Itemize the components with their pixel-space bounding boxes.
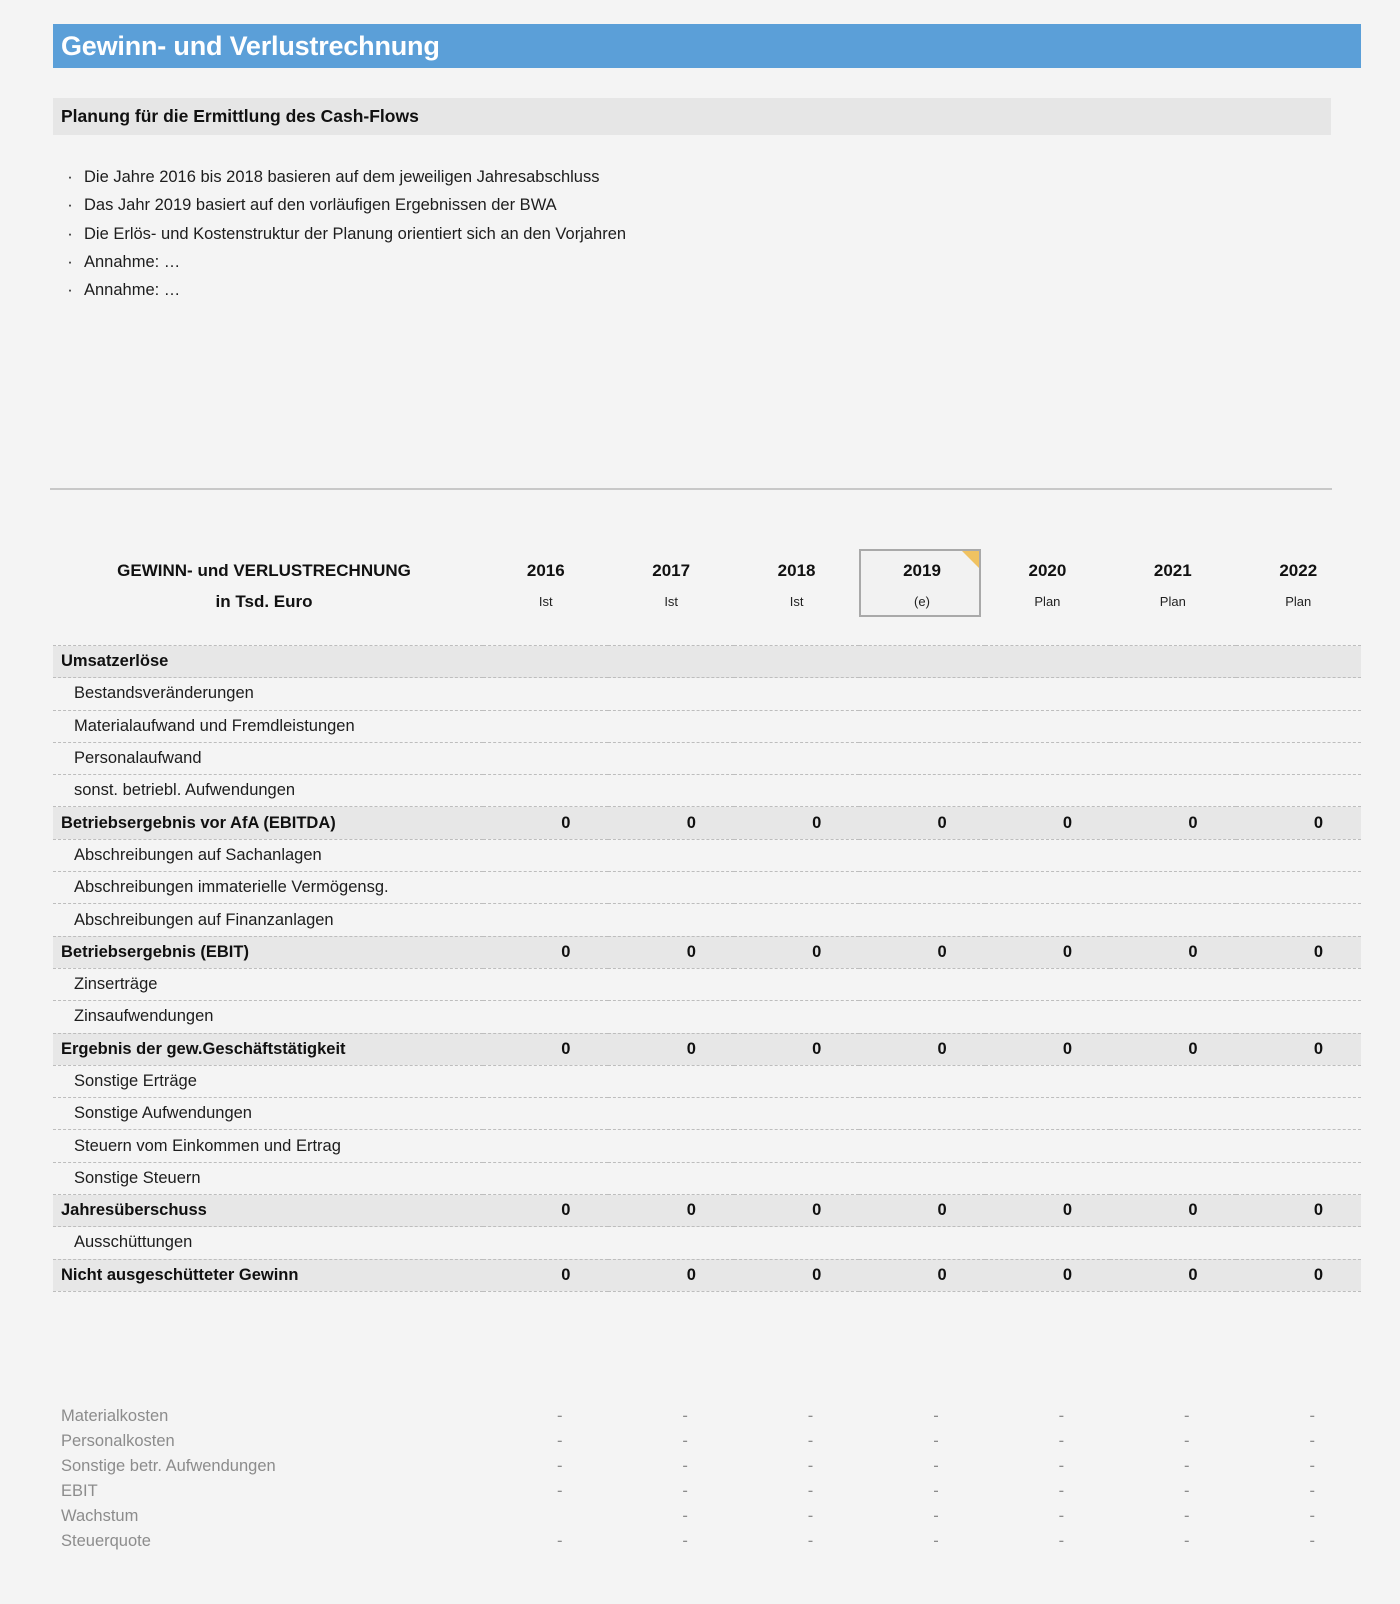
table-cell-2020[interactable] [985, 710, 1110, 742]
table-cell-2019[interactable] [859, 1001, 984, 1033]
table-row[interactable] [53, 872, 1361, 904]
kpi-row-label: EBIT [61, 1482, 98, 1500]
table-cell-2016[interactable] [483, 1227, 608, 1259]
kpi-row [53, 1479, 1361, 1504]
kpi-cell-2017: - [682, 1432, 688, 1450]
table-cell-2016[interactable]: 0 [483, 1195, 608, 1227]
table-cell-2018[interactable] [734, 1001, 859, 1033]
table-row[interactable] [53, 1065, 1361, 1097]
list-item-label: Die Jahre 2016 bis 2018 basieren auf dem jeweiligen Jahresabschluss [84, 168, 600, 186]
table-cell-2019[interactable]: 0 [859, 1195, 984, 1227]
kpi-row-label: Sonstige betr. Aufwendungen [61, 1457, 276, 1475]
table-cell-2020[interactable] [985, 1098, 1110, 1130]
table-row[interactable] [53, 1195, 1361, 1227]
table-cell-2018[interactable]: 0 [734, 1195, 859, 1227]
table-row[interactable] [53, 710, 1361, 742]
document-subtitle-bar [53, 98, 1331, 135]
table-cell-2016[interactable]: 0 [483, 1259, 608, 1291]
column-header-kind-2018[interactable]: Ist [789, 594, 804, 609]
row-label: Ausschüttungen [53, 1227, 483, 1259]
kpi-cell-2019: - [933, 1482, 939, 1500]
kpi-cell-2022: - [1309, 1432, 1315, 1450]
table-cell-2022[interactable] [1236, 678, 1361, 710]
table-cell-2017[interactable] [608, 678, 733, 710]
table-cell-2022[interactable] [1236, 710, 1361, 742]
row-label: Betriebsergebnis (EBIT) [53, 936, 483, 968]
kpi-cell-2018: - [807, 1432, 814, 1450]
kpi-cell-2022: - [1309, 1532, 1315, 1550]
row-label: Abschreibungen immaterielle Vermögensg. [53, 872, 483, 904]
table-cell-2019[interactable] [859, 678, 984, 710]
table-cell-2021[interactable] [1110, 872, 1235, 904]
table-cell-2019[interactable] [859, 742, 984, 774]
kpi-cell-2020: - [1058, 1482, 1065, 1500]
table-row[interactable] [53, 1001, 1361, 1033]
table-row[interactable] [53, 1227, 1361, 1259]
kpi-cell-2017: - [682, 1507, 688, 1525]
table-cell-2020[interactable] [985, 1162, 1110, 1194]
table-cell-2020[interactable]: 0 [985, 936, 1110, 968]
table-cell-2019[interactable] [859, 839, 984, 871]
column-header-year-2016[interactable]: 2016 [526, 561, 565, 580]
row-label: Jahresüberschuss [53, 1195, 483, 1227]
table-row[interactable] [53, 678, 1361, 710]
kpi-row-label: Steuerquote [61, 1532, 151, 1550]
row-label: Personalaufwand [53, 742, 483, 774]
kpi-cell-2021: - [1184, 1482, 1190, 1500]
table-cell-2017[interactable] [608, 1001, 733, 1033]
table-cell-2017[interactable] [608, 1130, 733, 1162]
table-cell-2016[interactable] [483, 710, 608, 742]
column-header-kind-2020[interactable]: Plan [1034, 594, 1061, 609]
section-divider [50, 488, 1332, 490]
table-cell-2022[interactable] [1236, 1227, 1361, 1259]
table-cell-2019[interactable]: 0 [859, 807, 984, 839]
kpi-row [53, 1404, 1361, 1429]
table-cell-2016[interactable]: 0 [483, 936, 608, 968]
kpi-cell-2018: - [807, 1407, 814, 1425]
column-header-year-2022[interactable]: 2022 [1279, 561, 1318, 580]
kpi-row [53, 1504, 1361, 1529]
table-cell-2021[interactable] [1110, 904, 1235, 936]
table-cell-2018[interactable] [734, 1227, 859, 1259]
table-cell-2017[interactable]: 0 [608, 1195, 733, 1227]
table-cell-2018[interactable] [734, 968, 859, 1000]
kpi-cell-2021: - [1184, 1532, 1190, 1550]
kpi-table-body [53, 1404, 1361, 1554]
table-cell-2020[interactable] [985, 678, 1110, 710]
table-cell-2020[interactable] [985, 1065, 1110, 1097]
table-cell-2019[interactable] [859, 1162, 984, 1194]
table-cell-2022[interactable]: 0 [1236, 936, 1361, 968]
table-cell-2021[interactable] [1110, 1065, 1235, 1097]
table-cell-2017[interactable] [608, 872, 733, 904]
kpi-cell-2022: - [1309, 1407, 1315, 1425]
table-cell-2021[interactable]: 0 [1110, 807, 1235, 839]
kpi-cell-2020: - [1058, 1407, 1065, 1425]
kpi-cell-2018: - [807, 1532, 814, 1550]
table-cell-2020[interactable]: 0 [985, 1259, 1110, 1291]
table-cell-2021[interactable] [1110, 968, 1235, 1000]
table-cell-2017[interactable] [608, 968, 733, 1000]
row-label: Umsatzerlöse [53, 646, 483, 678]
bullet-icon: · [67, 224, 73, 243]
table-cell-2021[interactable]: 0 [1110, 1195, 1235, 1227]
kpi-table [53, 1404, 1361, 1554]
kpi-row-label: Materialkosten [61, 1407, 169, 1425]
table-cell-2018[interactable] [734, 775, 859, 807]
table-cell-2016[interactable] [483, 872, 608, 904]
kpi-row [53, 1454, 1361, 1479]
profit-loss-table [53, 556, 1361, 1292]
table-row[interactable] [53, 904, 1361, 936]
table-cell-2021[interactable] [1110, 1227, 1235, 1259]
table-cell-2020[interactable]: 0 [985, 807, 1110, 839]
table-cell-2016[interactable] [483, 839, 608, 871]
kpi-cell-2016: - [556, 1532, 563, 1550]
row-label: Bestandsveränderungen [53, 678, 483, 710]
table-cell-2018[interactable] [734, 742, 859, 774]
column-header-kind-2017[interactable]: Ist [664, 594, 679, 609]
kpi-cell-2021: - [1184, 1457, 1190, 1475]
kpi-cell-2022: - [1309, 1507, 1315, 1525]
table-cell-2022[interactable]: 0 [1236, 807, 1361, 839]
table-cell-2016[interactable] [483, 1130, 608, 1162]
kpi-cell-2021: - [1184, 1507, 1190, 1525]
list-item [56, 196, 1056, 224]
table-cell-2022[interactable]: 0 [1236, 1195, 1361, 1227]
table-cell-2017[interactable] [608, 1162, 733, 1194]
table-cell-2018[interactable] [734, 710, 859, 742]
table-cell-2016[interactable] [483, 742, 608, 774]
column-header-kind-2016[interactable]: Ist [538, 594, 553, 609]
table-cell-2020[interactable] [985, 968, 1110, 1000]
column-header-kind-2021[interactable]: Plan [1159, 594, 1186, 609]
table-cell-2017[interactable] [608, 1065, 733, 1097]
list-item-label: Annahme: … [84, 252, 181, 271]
kpi-cell-2019: - [933, 1532, 939, 1550]
table-cell-2022[interactable] [1236, 872, 1361, 904]
row-label: Ergebnis der gew.Geschäftstätigkeit [53, 1033, 483, 1065]
table-cell-2019[interactable] [859, 646, 984, 678]
table-cell-2017[interactable]: 0 [608, 807, 733, 839]
table-cell-2019[interactable] [859, 775, 984, 807]
table-cell-2019[interactable]: 0 [859, 1259, 984, 1291]
bullet-icon: · [67, 252, 73, 271]
column-header-year-2021[interactable]: 2021 [1153, 561, 1192, 580]
table-row[interactable] [53, 742, 1361, 774]
table-cell-2017[interactable]: 0 [608, 1259, 733, 1291]
row-label: Abschreibungen auf Sachanlagen [53, 839, 483, 871]
column-header-year-2017[interactable]: 2017 [652, 561, 691, 580]
table-cell-2020[interactable] [985, 872, 1110, 904]
table-cell-2018[interactable] [734, 1098, 859, 1130]
table-cell-2021[interactable] [1110, 1162, 1235, 1194]
table-cell-2022[interactable]: 0 [1236, 1033, 1361, 1065]
table-spacer-cell [53, 617, 1361, 646]
column-header-year-label: 2019 [903, 561, 941, 580]
page-title: Gewinn- und Verlustrechnung [61, 30, 440, 61]
table-cell-2017[interactable] [608, 1227, 733, 1259]
kpi-cell-2019: - [933, 1457, 939, 1475]
kpi-cell-2020: - [1058, 1507, 1065, 1525]
table-cell-2017[interactable]: 0 [608, 936, 733, 968]
list-item [56, 168, 1056, 196]
table-cell-2021[interactable] [1110, 775, 1235, 807]
list-item-label: Die Erlös- und Kostenstruktur der Planung orientiert sich an den Vorjahren [84, 224, 627, 243]
table-cell-2021[interactable] [1110, 678, 1235, 710]
table-cell-2016[interactable]: 0 [483, 807, 608, 839]
table-cell-2022[interactable] [1236, 742, 1361, 774]
kpi-cell-2016: - [556, 1407, 563, 1425]
table-row[interactable] [53, 1162, 1361, 1194]
table-cell-2019[interactable] [859, 1098, 984, 1130]
table-cell-2018[interactable] [734, 1130, 859, 1162]
row-label: Materialaufwand und Fremdleistungen [53, 710, 483, 742]
table-cell-2017[interactable] [608, 646, 733, 678]
kpi-cell-2018: - [807, 1507, 814, 1525]
bullet-icon: · [67, 281, 73, 300]
list-item-label: Das Jahr 2019 basiert auf den vorläufigen Ergebnissen der BWA [84, 196, 557, 215]
table-cell-2021[interactable] [1110, 839, 1235, 871]
table-cell-2020[interactable] [985, 839, 1110, 871]
page-subtitle: Planung für die Ermittlung des Cash-Flows [61, 106, 419, 126]
table-cell-2019[interactable] [859, 1065, 984, 1097]
table-cell-2019[interactable] [859, 1130, 984, 1162]
column-header-year-2018[interactable]: 2018 [777, 561, 816, 580]
table-cell-2018[interactable] [734, 678, 859, 710]
kpi-cell-2018: - [807, 1457, 814, 1475]
kpi-row [53, 1529, 1361, 1554]
kpi-cell-2019: - [933, 1407, 939, 1425]
list-item [56, 281, 1056, 309]
table-cell-2016[interactable] [483, 968, 608, 1000]
table-cell-2020[interactable] [985, 742, 1110, 774]
table-cell-2018[interactable] [734, 904, 859, 936]
table-cell-2018[interactable]: 0 [734, 1259, 859, 1291]
column-header-year-2019[interactable] [859, 556, 984, 586]
table-cell-2018[interactable] [734, 1162, 859, 1194]
table-cell-2021[interactable] [1110, 646, 1235, 678]
table-cell-2020[interactable] [985, 775, 1110, 807]
table-cell-2016[interactable] [483, 1001, 608, 1033]
table-cell-2016[interactable] [483, 1162, 608, 1194]
table-corner-title-line2: in Tsd. Euro [215, 591, 313, 611]
table-cell-2020[interactable]: 0 [985, 1195, 1110, 1227]
table-cell-2021[interactable] [1110, 1098, 1235, 1130]
table-cell-2022[interactable] [1236, 904, 1361, 936]
table-corner-title-line1: GEWINN- und VERLUSTRECHNUNG [117, 561, 411, 580]
table-cell-2018[interactable] [734, 646, 859, 678]
kpi-cell-2021: - [1184, 1407, 1190, 1425]
kpi-row [53, 1429, 1361, 1454]
kpi-row-label: Wachstum [61, 1507, 139, 1525]
table-cell-2021[interactable] [1110, 1001, 1235, 1033]
table-cell-2018[interactable] [734, 1065, 859, 1097]
table-header-row-kinds [53, 586, 1361, 617]
table-row[interactable] [53, 1098, 1361, 1130]
table-cell-2017[interactable]: 0 [608, 1033, 733, 1065]
table-cell-2020[interactable] [985, 646, 1110, 678]
table-cell-2021[interactable] [1110, 742, 1235, 774]
table-cell-2017[interactable] [608, 710, 733, 742]
table-cell-2018[interactable]: 0 [734, 1033, 859, 1065]
table-row[interactable] [53, 646, 1361, 678]
kpi-cell-2016: - [556, 1457, 563, 1475]
table-cell-2022[interactable] [1236, 1001, 1361, 1033]
table-cell-2022[interactable] [1236, 1065, 1361, 1097]
table-row[interactable] [53, 1033, 1361, 1065]
kpi-cell-2016 [483, 1504, 608, 1529]
list-item [56, 253, 1056, 281]
bullet-icon: · [67, 168, 73, 186]
table-row[interactable] [53, 936, 1361, 968]
table-cell-2022[interactable] [1236, 839, 1361, 871]
document-title-bar [53, 24, 1361, 68]
watermark-artifact [38, 1510, 41, 1522]
assumptions-list [56, 168, 1056, 309]
table-cell-2022[interactable] [1236, 775, 1361, 807]
table-cell-2019[interactable] [859, 1227, 984, 1259]
kpi-cell-2017: - [682, 1482, 688, 1500]
table-cell-2018[interactable]: 0 [734, 936, 859, 968]
table-header [53, 556, 1361, 617]
kpi-cell-2018: - [807, 1482, 814, 1500]
table-cell-2016[interactable] [483, 904, 608, 936]
table-cell-2016[interactable] [483, 1065, 608, 1097]
table-cell-2019[interactable] [859, 904, 984, 936]
table-cell-2021[interactable] [1110, 710, 1235, 742]
table-cell-2016[interactable] [483, 1098, 608, 1130]
table-cell-2017[interactable] [608, 742, 733, 774]
row-label: Abschreibungen auf Finanzanlagen [53, 904, 483, 936]
table-cell-2020[interactable] [985, 1130, 1110, 1162]
row-label: Sonstige Aufwendungen [53, 1098, 483, 1130]
comment-corner-icon [962, 551, 979, 568]
table-spacer-row [53, 617, 1361, 646]
row-label: Zinserträge [53, 968, 483, 1000]
kpi-cell-2022: - [1309, 1457, 1315, 1475]
kpi-cell-2020: - [1058, 1532, 1065, 1550]
table-cell-2022[interactable] [1236, 1130, 1361, 1162]
table-cell-2017[interactable] [608, 839, 733, 871]
row-label: Betriebsergebnis vor AfA (EBITDA) [53, 807, 483, 839]
row-label: Nicht ausgeschütteter Gewinn [53, 1259, 483, 1291]
table-cell-2018[interactable] [734, 839, 859, 871]
table-cell-2022[interactable] [1236, 1098, 1361, 1130]
table-cell-2016[interactable] [483, 775, 608, 807]
row-label: Sonstige Erträge [53, 1065, 483, 1097]
kpi-cell-2017: - [682, 1407, 688, 1425]
table-cell-2016[interactable] [483, 646, 608, 678]
table-cell-2020[interactable]: 0 [985, 1033, 1110, 1065]
table-cell-2017[interactable] [608, 775, 733, 807]
table-cell-2019[interactable]: 0 [859, 936, 984, 968]
kpi-cell-2016: - [556, 1482, 563, 1500]
table-cell-2022[interactable] [1236, 646, 1361, 678]
kpi-cell-2021: - [1184, 1432, 1190, 1450]
kpi-cell-2020: - [1058, 1457, 1065, 1475]
profit-loss-table-container [53, 556, 1361, 1292]
table-cell-2021[interactable]: 0 [1110, 936, 1235, 968]
table-cell-2016[interactable] [483, 678, 608, 710]
table-body [53, 617, 1361, 1291]
row-label: Steuern vom Einkommen und Ertrag [53, 1130, 483, 1162]
table-cell-2020[interactable] [985, 1227, 1110, 1259]
column-header-year-2020[interactable]: 2020 [1028, 561, 1067, 580]
table-cell-2017[interactable] [608, 1098, 733, 1130]
kpi-cell-2017: - [682, 1457, 688, 1475]
kpi-cell-2017: - [682, 1532, 688, 1550]
kpi-cell-2016: - [556, 1432, 563, 1450]
table-cell-2022[interactable] [1236, 968, 1361, 1000]
row-label: Sonstige Steuern [53, 1162, 483, 1194]
table-row[interactable] [53, 1130, 1361, 1162]
table-cell-2016[interactable]: 0 [483, 1033, 608, 1065]
table-row[interactable] [53, 839, 1361, 871]
table-cell-2022[interactable] [1236, 1162, 1361, 1194]
column-header-kind-2022[interactable]: Plan [1285, 594, 1312, 609]
table-cell-2019[interactable] [859, 872, 984, 904]
row-label: sonst. betriebl. Aufwendungen [53, 775, 483, 807]
table-cell-2021[interactable]: 0 [1110, 1033, 1235, 1065]
kpi-cell-2019: - [933, 1507, 939, 1525]
list-item-label: Annahme: … [84, 281, 181, 300]
kpi-cell-2022: - [1309, 1482, 1315, 1500]
table-cell-2021[interactable] [1110, 1130, 1235, 1162]
kpi-cell-2019: - [933, 1432, 939, 1450]
table-header-row-years [53, 556, 1361, 586]
table-cell-2018[interactable] [734, 872, 859, 904]
kpi-cell-2020: - [1058, 1432, 1065, 1450]
table-cell-2018[interactable]: 0 [734, 807, 859, 839]
table-cell-2017[interactable] [608, 904, 733, 936]
table-cell-2020[interactable] [985, 904, 1110, 936]
table-cell-2021[interactable]: 0 [1110, 1259, 1235, 1291]
table-row[interactable] [53, 775, 1361, 807]
table-row[interactable] [53, 1259, 1361, 1291]
table-row[interactable] [53, 968, 1361, 1000]
table-cell-2019[interactable] [859, 968, 984, 1000]
list-item [56, 225, 1056, 253]
table-row[interactable] [53, 807, 1361, 839]
table-cell-2020[interactable] [985, 1001, 1110, 1033]
table-cell-2019[interactable]: 0 [859, 1033, 984, 1065]
kpi-row-label: Personalkosten [61, 1432, 175, 1450]
row-label: Zinsaufwendungen [53, 1001, 483, 1033]
table-cell-2022[interactable]: 0 [1236, 1259, 1361, 1291]
kpi-table-container [53, 1404, 1361, 1554]
table-cell-2019[interactable] [859, 710, 984, 742]
bullet-icon: · [67, 196, 73, 215]
column-header-kind-label: (e) [914, 594, 930, 609]
